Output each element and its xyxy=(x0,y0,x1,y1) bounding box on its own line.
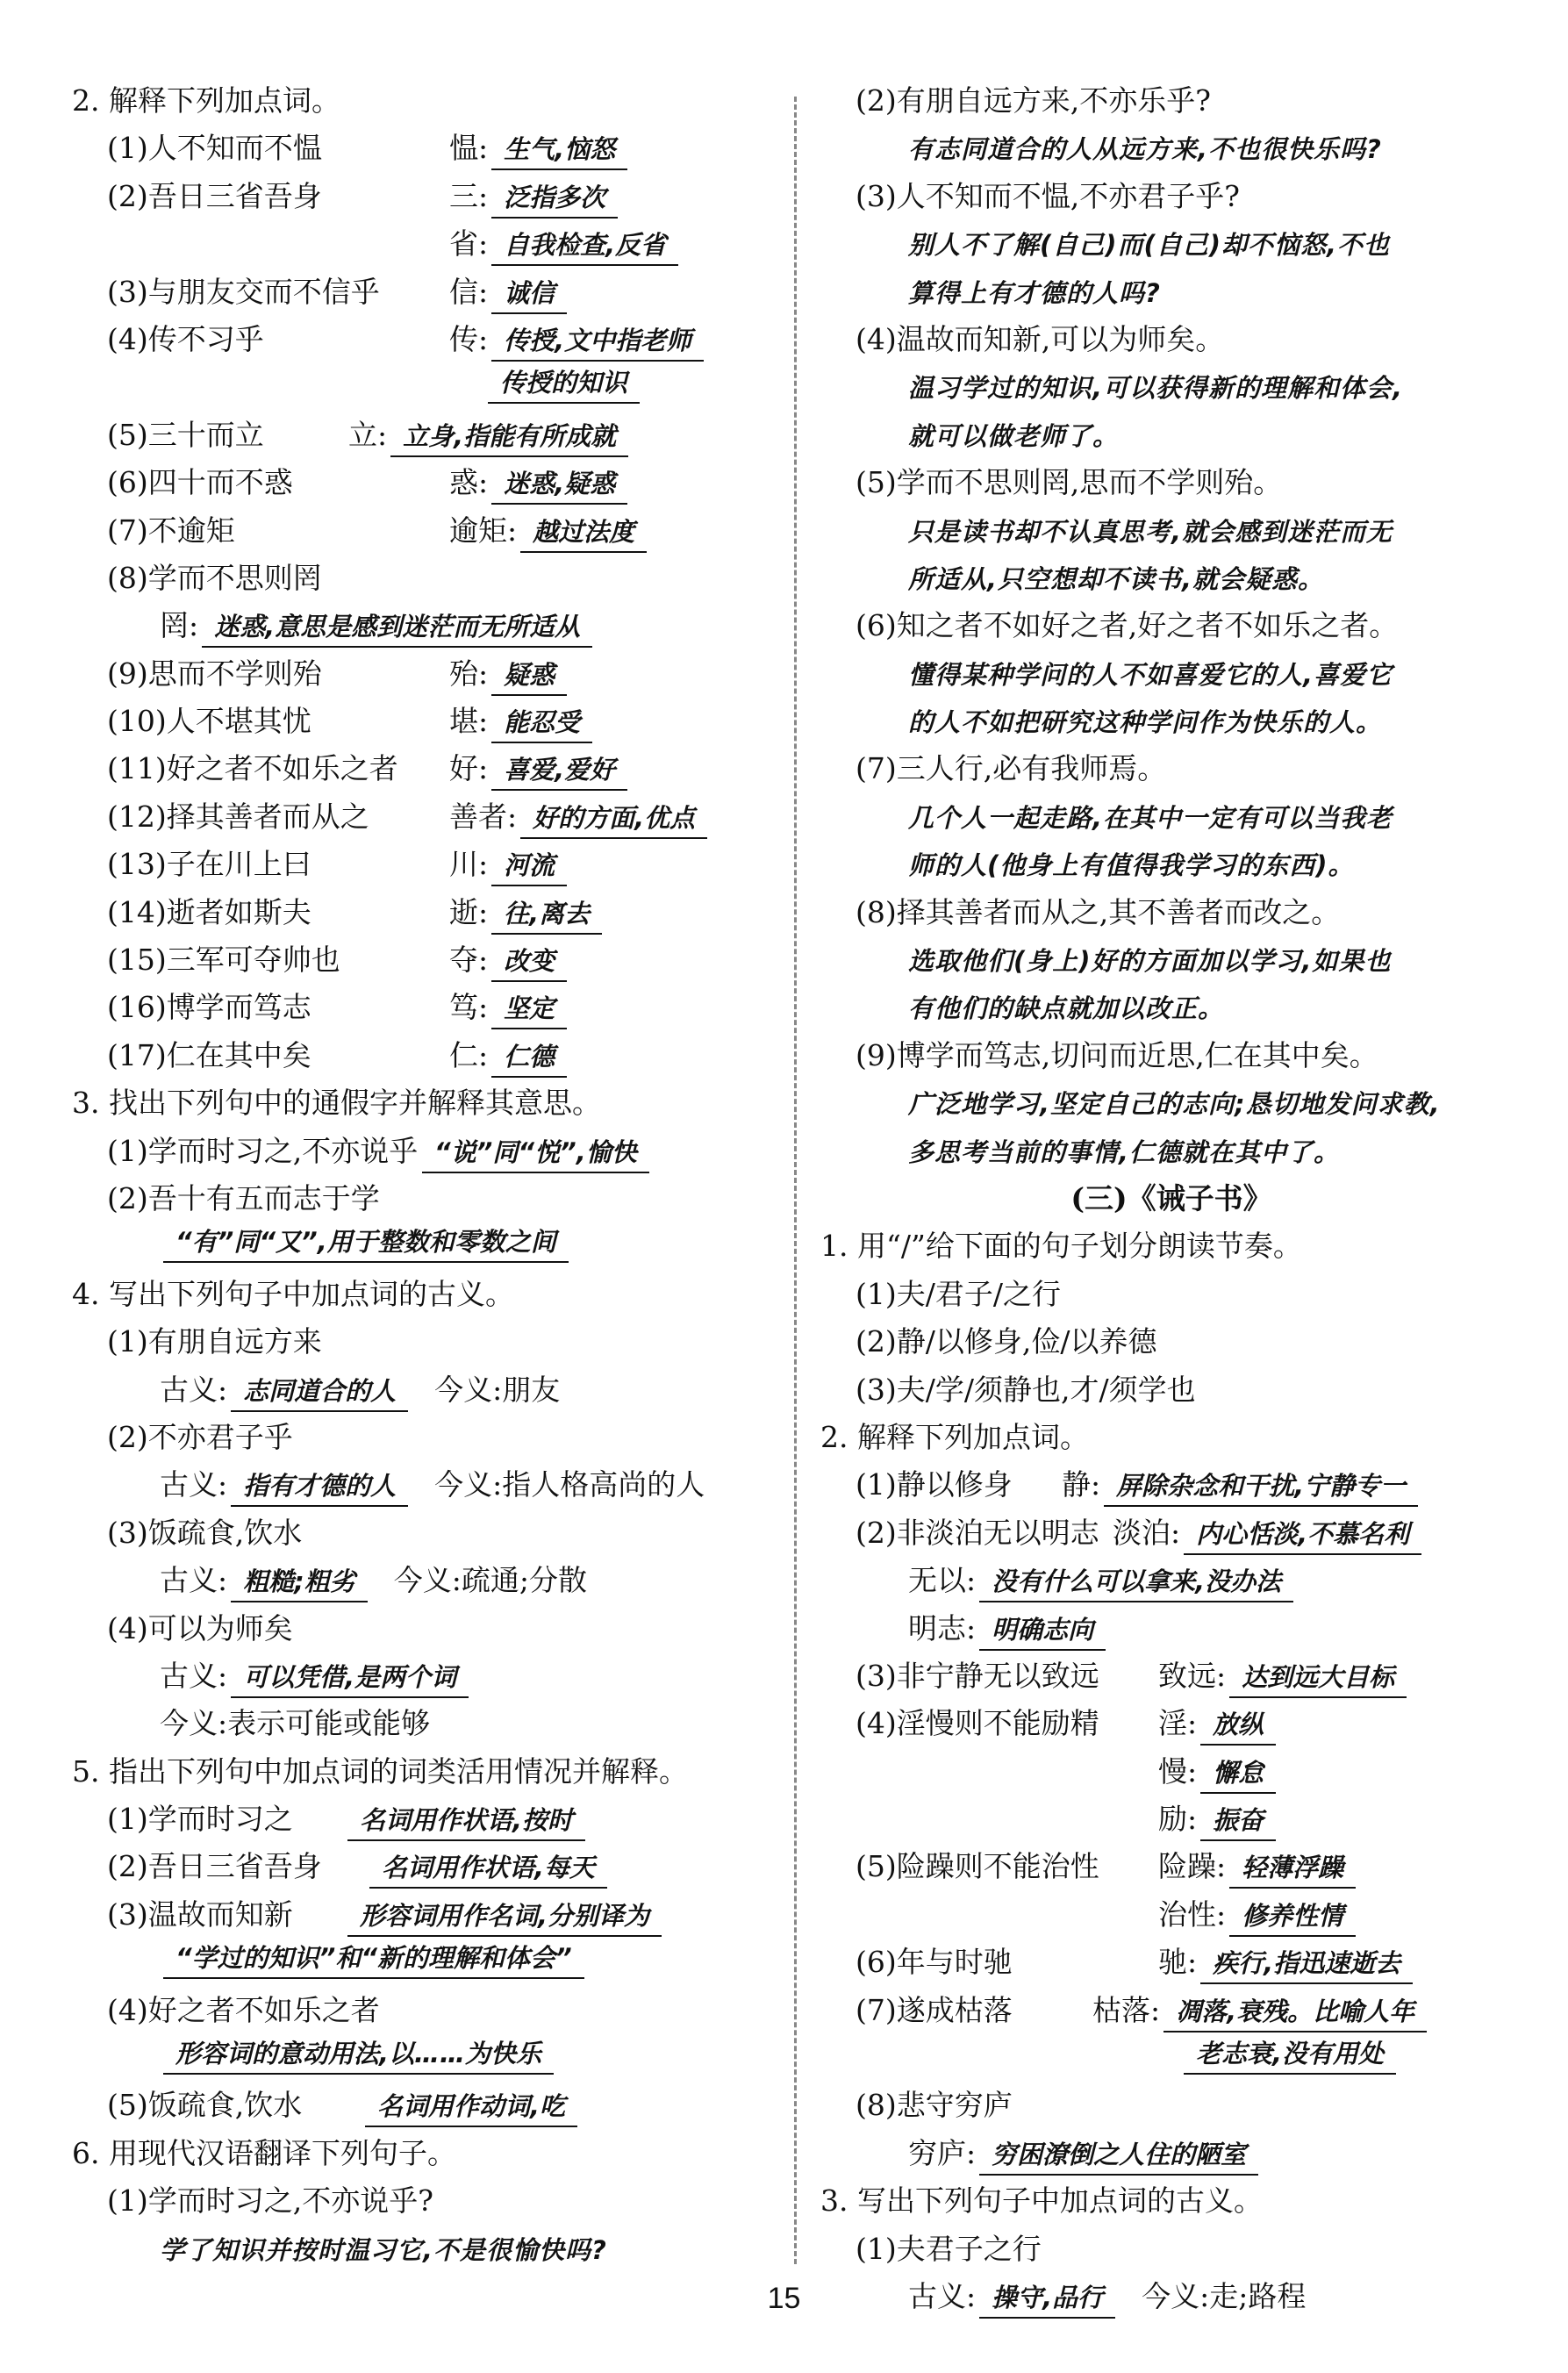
question-text: 5. 指出下列句中加点词的词类活用情况并解释。 xyxy=(72,1753,688,1789)
text-line xyxy=(72,1318,774,1366)
term-label: 逾矩: xyxy=(449,513,518,548)
text-line xyxy=(820,363,1522,411)
answer-blank: 名词用作状语,按时 xyxy=(347,1801,585,1841)
text-line xyxy=(72,1700,774,1747)
text-line xyxy=(72,1271,774,1318)
term-label: 淡泊: xyxy=(1113,1515,1181,1550)
answer-blank: 疑惑 xyxy=(491,656,567,696)
page-number: 15 xyxy=(767,2282,801,2315)
answer-blank: 可以凭借,是两个词 xyxy=(231,1658,469,1698)
question-text: (2)非淡泊无以明志 xyxy=(856,1515,1099,1550)
answer-group xyxy=(1158,1700,1276,1747)
answer-text: 别人不了解(自己)而(自己)却不恼怒,不也 xyxy=(908,230,1391,261)
text-line xyxy=(72,1557,774,1604)
text-line xyxy=(820,1700,1522,1747)
question-text: (2)吾日三省吾身 xyxy=(107,178,322,213)
term-label: 信: xyxy=(449,274,489,309)
answer-group xyxy=(449,841,567,888)
text-line xyxy=(820,77,1522,125)
answer-group xyxy=(449,220,678,268)
text-line xyxy=(820,1843,1522,1890)
text-line xyxy=(72,1652,774,1700)
answer-blank: 凋落,衰残。比喻人年 xyxy=(1163,1992,1427,2032)
answer-blank: 越过法度 xyxy=(520,513,647,553)
term-label: 治性: xyxy=(1158,1896,1227,1932)
answer-blank: 往,离去 xyxy=(491,894,602,935)
question-text: (2)有朋自远方来,不亦乐乎? xyxy=(856,83,1211,118)
term-label: 致远: xyxy=(1158,1658,1227,1693)
modern-meaning: 今义:走;路程 xyxy=(1142,2278,1307,2313)
term-label: 无以: xyxy=(908,1563,977,1598)
answer-group xyxy=(449,269,567,316)
answer-blank: “说”同“悦”,愉快 xyxy=(422,1133,649,1173)
answer-blank: 传授的知识 xyxy=(488,363,640,404)
text-line xyxy=(72,1509,774,1557)
question-text: (3)非宁静无以致远 xyxy=(856,1658,1099,1693)
answer-group xyxy=(449,507,647,555)
term-label: 驰: xyxy=(1158,1945,1198,1980)
text-line xyxy=(72,269,774,316)
answer-blank: 没有什么可以拿来,没办法 xyxy=(979,1562,1293,1602)
question-text: (4)温故而知新,可以为师矣。 xyxy=(856,321,1225,356)
question-text: 4. 写出下列句子中加点词的古义。 xyxy=(72,1276,514,1311)
text-line xyxy=(72,555,774,602)
answer-blank: 懈怠 xyxy=(1200,1753,1276,1794)
answer-text: 有志同道合的人从远方来,不也很快乐吗? xyxy=(908,134,1382,165)
text-line xyxy=(820,1032,1522,1079)
text-line xyxy=(820,1605,1522,1652)
question-text: 2. 解释下列加点词。 xyxy=(72,83,340,118)
text-line xyxy=(820,2226,1522,2273)
answer-group xyxy=(908,2130,1258,2177)
answer-group xyxy=(1158,1843,1356,1890)
answer-blank: 志同道合的人 xyxy=(231,1372,408,1412)
question-text: (14)逝者如斯夫 xyxy=(107,894,311,929)
question-text: (11)好之者不如乐之者 xyxy=(107,751,398,786)
text-line xyxy=(820,412,1522,459)
question-text: (10)人不堪其忧 xyxy=(107,704,311,739)
text-line xyxy=(820,984,1522,1031)
answer-group xyxy=(1158,1891,1356,1939)
question-text: (6)知之者不如好之者,好之者不如乐之者。 xyxy=(856,608,1399,643)
answer-blank: 喜爱,爱好 xyxy=(491,750,627,791)
answer-group xyxy=(348,412,628,459)
modern-meaning: 今义:疏通;分散 xyxy=(393,1563,587,1598)
question-text: (4)传不习乎 xyxy=(107,321,264,356)
answer-blank: 老志衰,没有用处 xyxy=(1184,2034,1396,2075)
text-line xyxy=(820,125,1522,172)
text-line xyxy=(820,1079,1522,1127)
answer-blank: 疾行,指迅速逝去 xyxy=(1200,1944,1413,1984)
text-line xyxy=(72,1891,774,1939)
term-label: 省: xyxy=(449,226,489,262)
question-text: (9)博学而笃志,切问而近思,仁在其中矣。 xyxy=(856,1037,1378,1072)
answer-blank: 修养性情 xyxy=(1229,1896,1356,1937)
text-line xyxy=(72,650,774,698)
question-text: (8)择其善者而从之,其不善者而改之。 xyxy=(856,894,1341,929)
answer-blank: 形容词的意动用法,以……为快乐 xyxy=(163,2034,554,2075)
text-line xyxy=(72,1175,774,1222)
answer-group xyxy=(344,1796,585,1843)
answer-group xyxy=(344,1891,662,1939)
text-line xyxy=(820,507,1522,555)
text-line xyxy=(72,2082,774,2129)
text-line xyxy=(72,1939,774,1986)
term-label: 逝: xyxy=(449,894,489,929)
text-line xyxy=(820,1891,1522,1939)
answer-blank: 迷惑,疑惑 xyxy=(491,464,627,505)
question-text: (17)仁在其中矣 xyxy=(107,1037,311,1072)
answer-text: 温习学过的知识,可以获得新的理解和体会, xyxy=(908,373,1404,404)
answer-text: 广泛地学习,坚定自己的志向;恳切地发问求教, xyxy=(908,1089,1441,1120)
question-text: (8)悲守穷庐 xyxy=(856,2088,1013,2123)
text-line xyxy=(72,507,774,555)
question-text: (1)学而时习之,不亦说乎? xyxy=(107,2183,433,2219)
answer-group xyxy=(449,459,627,506)
question-text: (1)有朋自远方来 xyxy=(107,1324,322,1359)
text-line xyxy=(72,2034,774,2082)
answer-text: 几个人一起走路,在其中一定有可以当我老 xyxy=(908,802,1393,833)
answer-group xyxy=(419,1128,649,1175)
text-line xyxy=(72,1843,774,1890)
text-line xyxy=(820,793,1522,841)
answer-blank: 立身,指能有所成就 xyxy=(390,417,628,457)
question-text: (7)遂成枯落 xyxy=(856,1992,1013,2027)
question-text: (5)饭疏食,饮水 xyxy=(107,2088,303,2123)
term-label: 险躁: xyxy=(1158,1849,1227,1884)
term-label: 穷庐: xyxy=(908,2135,977,2170)
question-text: (3)饭疏食,饮水 xyxy=(107,1515,303,1550)
answer-blank: 屏除杂念和干扰,宁静专一 xyxy=(1104,1466,1418,1507)
text-line xyxy=(72,1222,774,1270)
text-line xyxy=(72,412,774,459)
term-label: 古义: xyxy=(160,1658,228,1693)
term-label: 愠: xyxy=(449,131,489,166)
text-line xyxy=(820,602,1522,649)
answer-group xyxy=(1113,1509,1421,1557)
question-text: (1)夫/君子/之行 xyxy=(856,1276,1061,1311)
term-label: 川: xyxy=(449,847,489,882)
answer-blank: “有”同“又”,用于整数和零数之间 xyxy=(163,1222,569,1263)
text-line xyxy=(72,2226,774,2273)
answer-group xyxy=(1092,1987,1427,2034)
question-text: 1. 用“/”给下面的句子划分朗读节奏。 xyxy=(820,1229,1302,1264)
term-label: 传: xyxy=(449,321,489,356)
term-label: 殆: xyxy=(449,656,489,691)
answer-blank: 明确志向 xyxy=(979,1610,1106,1651)
text-line xyxy=(820,1414,1522,1461)
answer-blank: 好的方面,优点 xyxy=(520,799,707,839)
question-text: (3)人不知而不愠,不亦君子乎? xyxy=(856,178,1240,213)
term-label: 好: xyxy=(449,751,489,786)
answer-blank: 改变 xyxy=(491,942,567,982)
answer-blank: 泛指多次 xyxy=(491,178,618,219)
text-line xyxy=(820,1128,1522,1175)
text-line xyxy=(820,1366,1522,1414)
text-line xyxy=(820,1939,1522,1986)
question-text: 3. 找出下列句中的通假字并解释其意思。 xyxy=(72,1086,601,1121)
answer-group xyxy=(908,1557,1293,1604)
answer-blank: 生气,恼怒 xyxy=(491,130,627,170)
text-line xyxy=(72,363,774,411)
answer-text: 懂得某种学问的人不如喜爱它的人,喜爱它 xyxy=(908,659,1393,690)
term-label: 惑: xyxy=(449,465,489,500)
question-text: (3)与朋友交而不信乎 xyxy=(107,274,380,309)
answer-blank: 能忍受 xyxy=(491,703,592,743)
modern-meaning: 今义:朋友 xyxy=(434,1372,561,1407)
answer-blank: 名词用作状语,每天 xyxy=(369,1848,607,1889)
term-label: 古义: xyxy=(160,1372,228,1407)
answer-text: 有他们的缺点就加以改正。 xyxy=(908,993,1225,1024)
column-divider xyxy=(794,97,797,2264)
answer-blank: 形容词用作名词,分别译为 xyxy=(347,1896,662,1937)
text-line xyxy=(820,173,1522,220)
answer-group xyxy=(449,936,567,984)
question-text: (7)不逾矩 xyxy=(107,513,235,548)
answer-blank: 河流 xyxy=(491,846,567,886)
question-text: (15)三军可夺帅也 xyxy=(107,943,340,978)
text-line xyxy=(820,459,1522,506)
text-line xyxy=(820,1175,1522,1222)
answer-blank: 穷困潦倒之人住的陋室 xyxy=(979,2135,1258,2176)
answer-group xyxy=(449,745,627,792)
text-line xyxy=(820,2082,1522,2129)
text-line xyxy=(820,1222,1522,1270)
answer-group xyxy=(1158,1748,1276,1796)
question-text: (7)三人行,必有我师焉。 xyxy=(856,751,1167,786)
answer-blank: 自我检查,反省 xyxy=(491,226,678,266)
answer-blank: 放纵 xyxy=(1200,1705,1276,1746)
term-label: 枯落: xyxy=(1092,1992,1161,2027)
term-label: 淫: xyxy=(1158,1706,1198,1741)
answer-blank: 轻薄浮躁 xyxy=(1229,1848,1356,1889)
text-line xyxy=(72,1366,774,1414)
text-line xyxy=(820,1509,1522,1557)
answer-group xyxy=(449,698,592,745)
answer-blank: 操守,品行 xyxy=(979,2278,1115,2319)
answer-text: 多思考当前的事情,仁德就在其中了。 xyxy=(908,1136,1341,1167)
question-text: (1)人不知而不愠 xyxy=(107,131,322,166)
text-line xyxy=(820,269,1522,316)
answer-group xyxy=(160,602,592,649)
answer-group xyxy=(908,1605,1106,1652)
question-text: 3. 写出下列句子中加点词的古义。 xyxy=(820,2183,1263,2219)
answer-group xyxy=(449,889,602,936)
text-line xyxy=(72,220,774,268)
text-line xyxy=(72,2177,774,2225)
question-text: (13)子在川上曰 xyxy=(107,847,311,882)
text-line xyxy=(820,1461,1522,1509)
answer-blank: 达到远大目标 xyxy=(1229,1658,1407,1698)
answer-group xyxy=(366,1843,607,1890)
question-text: (6)四十而不惑 xyxy=(107,465,293,500)
answer-blank: 振奋 xyxy=(1200,1801,1276,1841)
text-line xyxy=(820,2130,1522,2177)
text-line xyxy=(820,936,1522,984)
term-label: 善者: xyxy=(449,799,518,834)
answer-text: 就可以做老师了。 xyxy=(908,420,1120,451)
text-line xyxy=(72,745,774,792)
term-label: 古义: xyxy=(160,1563,228,1598)
term-label: 笃: xyxy=(449,990,489,1025)
text-line xyxy=(72,1796,774,1843)
text-line xyxy=(820,698,1522,745)
text-line xyxy=(820,1318,1522,1366)
term-label: 慢: xyxy=(1158,1753,1198,1789)
term-label: 三: xyxy=(449,178,489,213)
question-text: (4)可以为师矣 xyxy=(107,1610,293,1645)
answer-group xyxy=(449,173,618,220)
answer-text: 的人不如把研究这种学问作为快乐的人。 xyxy=(908,707,1383,738)
term-label: 静: xyxy=(1062,1467,1101,1502)
text-line xyxy=(72,1605,774,1652)
term-label: 堪: xyxy=(449,704,489,739)
text-line xyxy=(72,173,774,220)
question-text: (4)好之者不如乐之者 xyxy=(107,1992,380,2027)
term-label: 立: xyxy=(348,417,388,452)
answer-blank: 指有才德的人 xyxy=(231,1466,408,1507)
text-line xyxy=(820,1987,1522,2034)
answer-blank: “学过的知识”和“新的理解和体会” xyxy=(163,1939,584,1979)
question-text: (5)三十而立 xyxy=(107,417,264,452)
answer-group xyxy=(449,1032,567,1079)
answer-text: 学了知识并按时温习它,不是很愉快吗? xyxy=(160,2234,607,2265)
text-line xyxy=(72,1748,774,1796)
text-line xyxy=(820,745,1522,792)
text-line xyxy=(820,1557,1522,1604)
question-text: (12)择其善者而从之 xyxy=(107,799,369,834)
answer-blank: 迷惑,意思是感到迷茫而无所适从 xyxy=(202,607,592,648)
question-text: (2)吾日三省吾身 xyxy=(107,1849,322,1884)
answer-group xyxy=(449,125,627,172)
question-text: (2)静/以修身,俭/以养德 xyxy=(856,1324,1157,1359)
text-line xyxy=(72,936,774,984)
answer-text: 选取他们(身上)好的方面加以学习,如果也 xyxy=(908,946,1392,977)
text-line xyxy=(820,1652,1522,1700)
question-text: (1)学而时习之,不亦说乎 xyxy=(107,1133,419,1168)
answer-blank: 粗糙;粗劣 xyxy=(231,1562,368,1602)
answer-group xyxy=(449,316,704,363)
question-text: 2. 解释下列加点词。 xyxy=(820,1419,1089,1454)
term-label: 古义: xyxy=(908,2278,977,2313)
text-line xyxy=(72,1987,774,2034)
text-line xyxy=(820,650,1522,698)
question-text: (8)学而不思则罔 xyxy=(107,560,322,595)
text-line xyxy=(820,220,1522,268)
answer-group xyxy=(1062,1461,1418,1509)
term-label: 明志: xyxy=(908,1610,977,1645)
text-line xyxy=(820,555,1522,602)
text-line xyxy=(72,1414,774,1461)
answer-blank: 传授,文中指老师 xyxy=(491,321,704,362)
answer-blank: 坚定 xyxy=(491,989,567,1029)
answer-text: 师的人(他身上有值得我学习的东西)。 xyxy=(908,850,1355,881)
question-text: (1)夫君子之行 xyxy=(856,2231,1042,2266)
question-text: (1)静以修身 xyxy=(856,1467,1013,1502)
term-label: 罔: xyxy=(160,608,199,643)
question-text: (5)险躁则不能治性 xyxy=(856,1849,1099,1884)
question-text: (2)不亦君子乎 xyxy=(107,1419,293,1454)
text-line xyxy=(820,1748,1522,1796)
text-line xyxy=(820,841,1522,888)
answer-group xyxy=(449,650,567,698)
text-line xyxy=(820,2177,1522,2225)
text-line xyxy=(820,889,1522,936)
text-line xyxy=(820,1271,1522,1318)
text-line xyxy=(72,698,774,745)
answer-group xyxy=(449,793,707,841)
answer-group xyxy=(1158,1652,1407,1700)
text-line xyxy=(820,316,1522,363)
answer-text: 只是读书却不认真思考,就会感到迷茫而无 xyxy=(908,516,1393,547)
question-text: (16)博学而笃志 xyxy=(107,990,311,1025)
question-text: (3)温故而知新 xyxy=(107,1896,293,1932)
answer-blank: 诚信 xyxy=(491,274,567,314)
text-line xyxy=(72,841,774,888)
text-line xyxy=(820,1796,1522,1843)
question-text: (9)思而不学则殆 xyxy=(107,656,322,691)
text-line xyxy=(72,316,774,363)
text-line xyxy=(72,1079,774,1127)
right-column xyxy=(820,77,1522,2320)
answer-group xyxy=(449,984,567,1031)
left-column xyxy=(72,77,774,2273)
text-line xyxy=(72,889,774,936)
answer-blank: 仁德 xyxy=(491,1037,567,1078)
term-label: 励: xyxy=(1158,1802,1198,1837)
question-text: (5)学而不思则罔,思而不学则殆。 xyxy=(856,465,1283,500)
text-line xyxy=(72,793,774,841)
question-text: (6)年与时驰 xyxy=(856,1945,1013,1980)
answer-blank: 名词用作动词,吃 xyxy=(365,2087,577,2127)
text-line xyxy=(72,2130,774,2177)
modern-meaning: 今义:指人格高尚的人 xyxy=(434,1467,705,1502)
answer-group xyxy=(362,2082,577,2129)
question-text: (2)吾十有五而志于学 xyxy=(107,1180,380,1215)
section-heading: (三)《诫子书》 xyxy=(1070,1180,1272,1215)
term-label: 夺: xyxy=(449,943,489,978)
answer-group xyxy=(1158,1939,1413,1986)
answer-blank: 内心恬淡,不慕名利 xyxy=(1184,1515,1421,1555)
text-line xyxy=(72,602,774,649)
answer-text: 算得上有才德的人吗? xyxy=(908,277,1161,308)
question-text: (4)淫慢则不能励精 xyxy=(856,1706,1099,1741)
text-line xyxy=(72,1128,774,1175)
text-line xyxy=(72,125,774,172)
answer-text: 所适从,只空想却不读书,就会疑惑。 xyxy=(908,563,1325,594)
text-line xyxy=(72,984,774,1031)
text-line xyxy=(72,77,774,125)
question-text: (1)学而时习之 xyxy=(107,1802,293,1837)
text-line xyxy=(820,2034,1522,2082)
answer-group xyxy=(1158,1796,1276,1843)
text-line xyxy=(72,1461,774,1509)
term-label: 古义: xyxy=(160,1467,228,1502)
question-text: 今义:表示可能或能够 xyxy=(160,1706,431,1741)
text-line xyxy=(72,459,774,506)
question-text: (3)夫/学/须静也,才/须学也 xyxy=(856,1372,1196,1407)
term-label: 仁: xyxy=(449,1037,489,1072)
text-line xyxy=(72,1032,774,1079)
question-text: 6. 用现代汉语翻译下列句子。 xyxy=(72,2135,456,2170)
